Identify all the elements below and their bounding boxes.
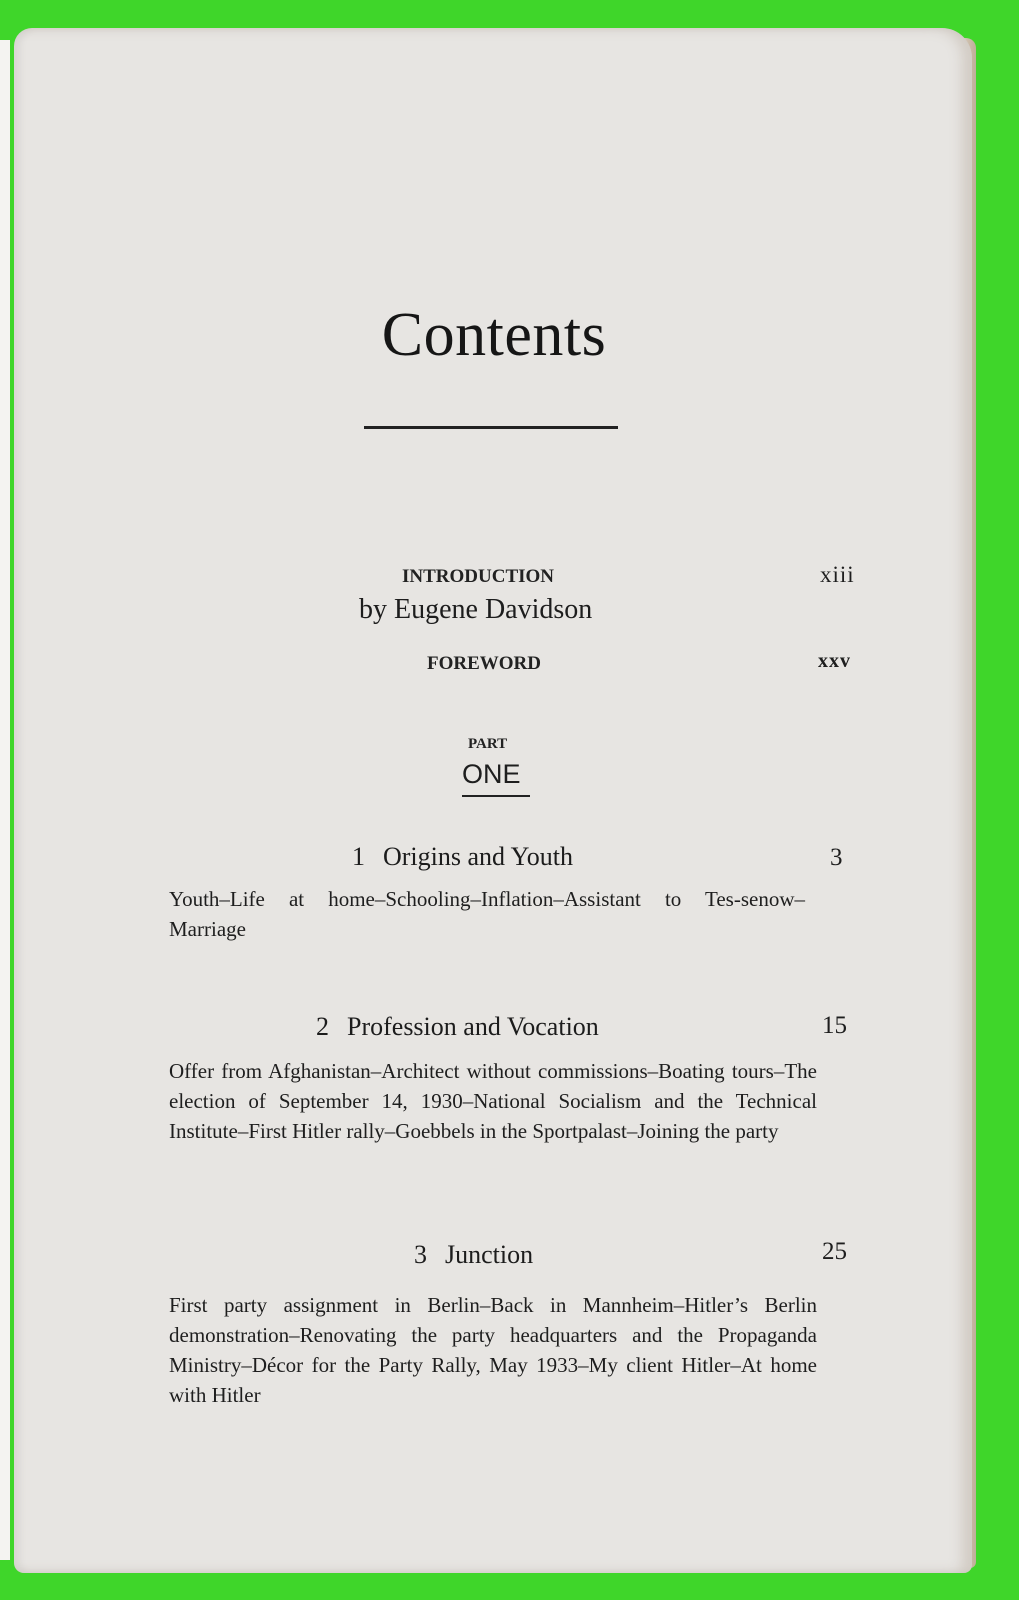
book-page [14, 28, 972, 1573]
introduction-label: INTRODUCTION [402, 566, 555, 587]
chapter-name: Profession and Vocation [347, 1012, 599, 1041]
introduction-page: xiii [820, 562, 855, 587]
chapter-page: 3 [830, 844, 843, 871]
chapter-description: First party assignment in Berlin–Back in Mannheim–Hitler’s Berlin demonstration–Renovating the party headquarters and the Propaganda Ministry–Décor for the Party Rally, May 1933–My client Hitler–At home with Hitler [169, 1293, 817, 1407]
chapter-number: 1 [352, 842, 365, 871]
chapter-title [414, 1240, 533, 1270]
chapter-title [352, 842, 573, 872]
chapter-page: 15 [822, 1012, 847, 1039]
chapter-number: 2 [316, 1012, 329, 1041]
introduction-author: by Eugene Davidson [359, 594, 593, 625]
part-number: ONE [462, 759, 521, 789]
title-divider [364, 426, 618, 429]
book-cover-edge [0, 40, 10, 1560]
chapter-name: Origins and Youth [383, 842, 573, 871]
foreword-page: xxv [818, 650, 851, 672]
page-title: Contents [381, 301, 607, 369]
part-label: PART [468, 736, 508, 752]
chapter-number: 3 [414, 1240, 427, 1269]
chapter-description: Offer from Afghanistan–Architect without commissions–Boating tours–The election of September 14, 1930–National Socialism and the Technical Institute–First Hitler rally–Goebbels in the Sportpalast–Joining the party [169, 1059, 817, 1143]
part-underline [462, 795, 530, 797]
foreword-label: FOREWORD [427, 653, 541, 674]
chapter-name: Junction [445, 1240, 534, 1269]
chapter-description: Youth–Life at home–Schooling–Inflation–Assistant to Tes-senow–Marriage [169, 887, 805, 941]
chapter-title [316, 1012, 599, 1042]
chapter-page: 25 [822, 1238, 847, 1265]
